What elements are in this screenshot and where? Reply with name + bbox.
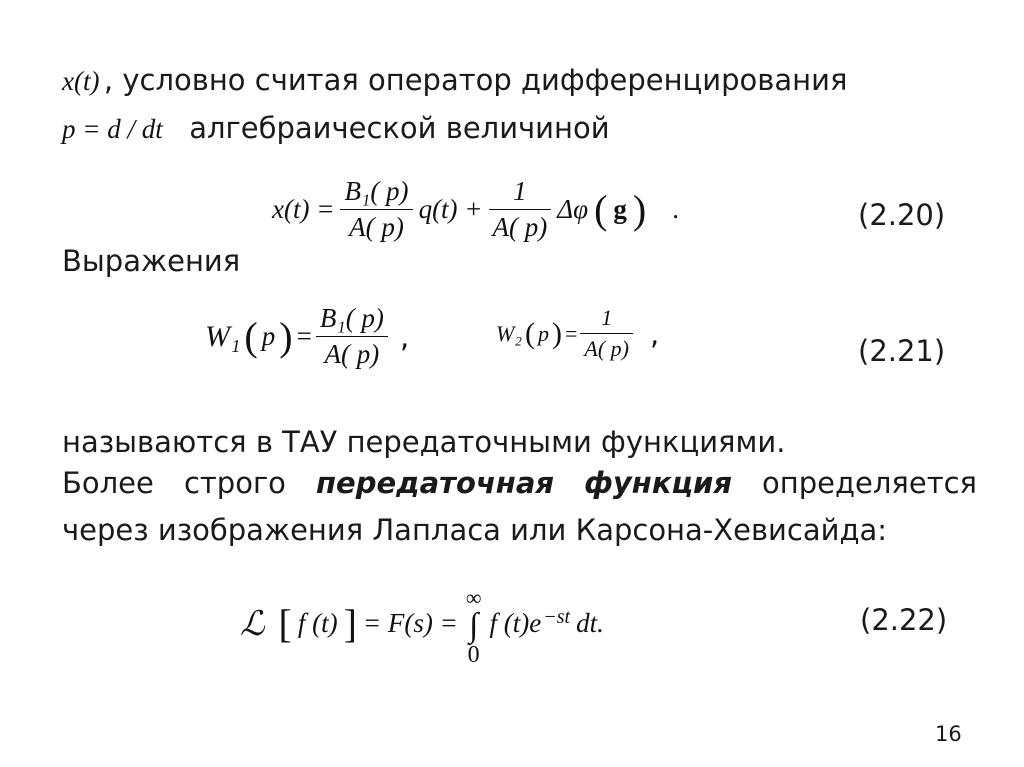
eq222-number: (2.22) (860, 603, 948, 637)
intro-text-1: , условно считая оператор дифференцирования (103, 63, 848, 97)
eq222-exponent: −st (543, 606, 571, 628)
math-operator-def: p = d / dt (62, 114, 163, 144)
eq221-equals-2: = (564, 320, 578, 346)
intro-line-1 (62, 62, 847, 98)
eq222-integrand: f (t)e (489, 608, 542, 638)
eq220-fraction-2 (489, 176, 552, 243)
eq222-dt: dt. (576, 608, 604, 638)
eq221-w1-arg: p (261, 321, 276, 351)
eq222-body: f (t) (297, 608, 338, 638)
laplace-script-l: ℒ (240, 603, 265, 644)
eq221-number: (2.21) (858, 334, 946, 368)
equation-2-20 (272, 176, 679, 243)
para-word-bolee: Более (62, 466, 154, 500)
eq220-lhs: x(t) = (272, 194, 335, 224)
intro-line-2 (62, 110, 610, 146)
integral-lower-limit: 0 (467, 641, 480, 668)
equation-2-21-left (205, 303, 409, 370)
eq221-fraction-2 (580, 305, 633, 362)
eq222-equals: = F(s) = (362, 608, 458, 638)
eq220-paren-close: ) (632, 187, 647, 232)
eq221-fraction-1 (316, 303, 388, 370)
eq220-numerator-2: 1 (489, 176, 552, 210)
eq221-denominator-2: A( p) (584, 336, 629, 361)
integral-sign (465, 584, 482, 668)
eq220-g: g (613, 194, 627, 224)
math-x-of-t: x(t) (62, 66, 100, 96)
eq221-equals-1: = (296, 321, 312, 351)
eq221-w2: W₂ (496, 320, 522, 346)
eq220-fraction-1 (340, 176, 412, 243)
para-word-defined: определяется (762, 466, 977, 500)
eq220-delta-phi: Δφ (557, 194, 589, 224)
eq221-w1-paren-close: ) (279, 314, 293, 359)
para-emph-function: функция (584, 466, 732, 500)
page-number: 16 (935, 722, 962, 746)
eq221-numerator-2: 1 (580, 305, 633, 334)
integral-symbol: ∫ (469, 606, 479, 644)
expressions-label: Выражения (62, 244, 241, 278)
eq220-numerator-1: B₁( p) (340, 176, 412, 210)
eq220-dot: . (672, 194, 679, 224)
eq220-denominator-1: A( p) (349, 212, 404, 242)
para-line-1: называются в ТАУ передаточными функциями. (62, 425, 786, 459)
equation-2-21-right (496, 305, 659, 362)
para-line-2 (62, 465, 977, 501)
eq220-paren-open: ( (594, 187, 608, 232)
equation-2-22 (240, 584, 604, 668)
eq221-w2-paren-close: ) (551, 316, 562, 350)
eq221-w1-paren-open: ( (244, 314, 258, 359)
eq222-bracket-open: [ (278, 601, 292, 646)
eq221-comma-1: , (399, 319, 410, 354)
integral-upper-limit: ∞ (465, 584, 482, 610)
eq220-middle: q(t) + (418, 194, 483, 224)
eq220-denominator-2: A( p) (492, 212, 548, 242)
eq221-numerator-1: B₁( p) (316, 303, 388, 337)
eq221-denominator-1: A( p) (324, 339, 380, 369)
eq222-bracket-close: ] (343, 601, 357, 646)
eq221-w2-paren-open: ( (524, 316, 535, 350)
para-line-3: через изображения Лапласа или Карсона-Хевисайда: (62, 513, 888, 547)
eq221-w2-arg: p (537, 320, 549, 346)
eq220-number: (2.20) (858, 198, 946, 232)
eq221-w1: W₁ (205, 319, 241, 353)
para-emph-transfer: передаточная (316, 466, 555, 500)
para-word-strogo: строго (183, 466, 286, 500)
eq221-comma-2: , (650, 316, 660, 351)
intro-text-2: алгебраической величиной (189, 111, 610, 145)
